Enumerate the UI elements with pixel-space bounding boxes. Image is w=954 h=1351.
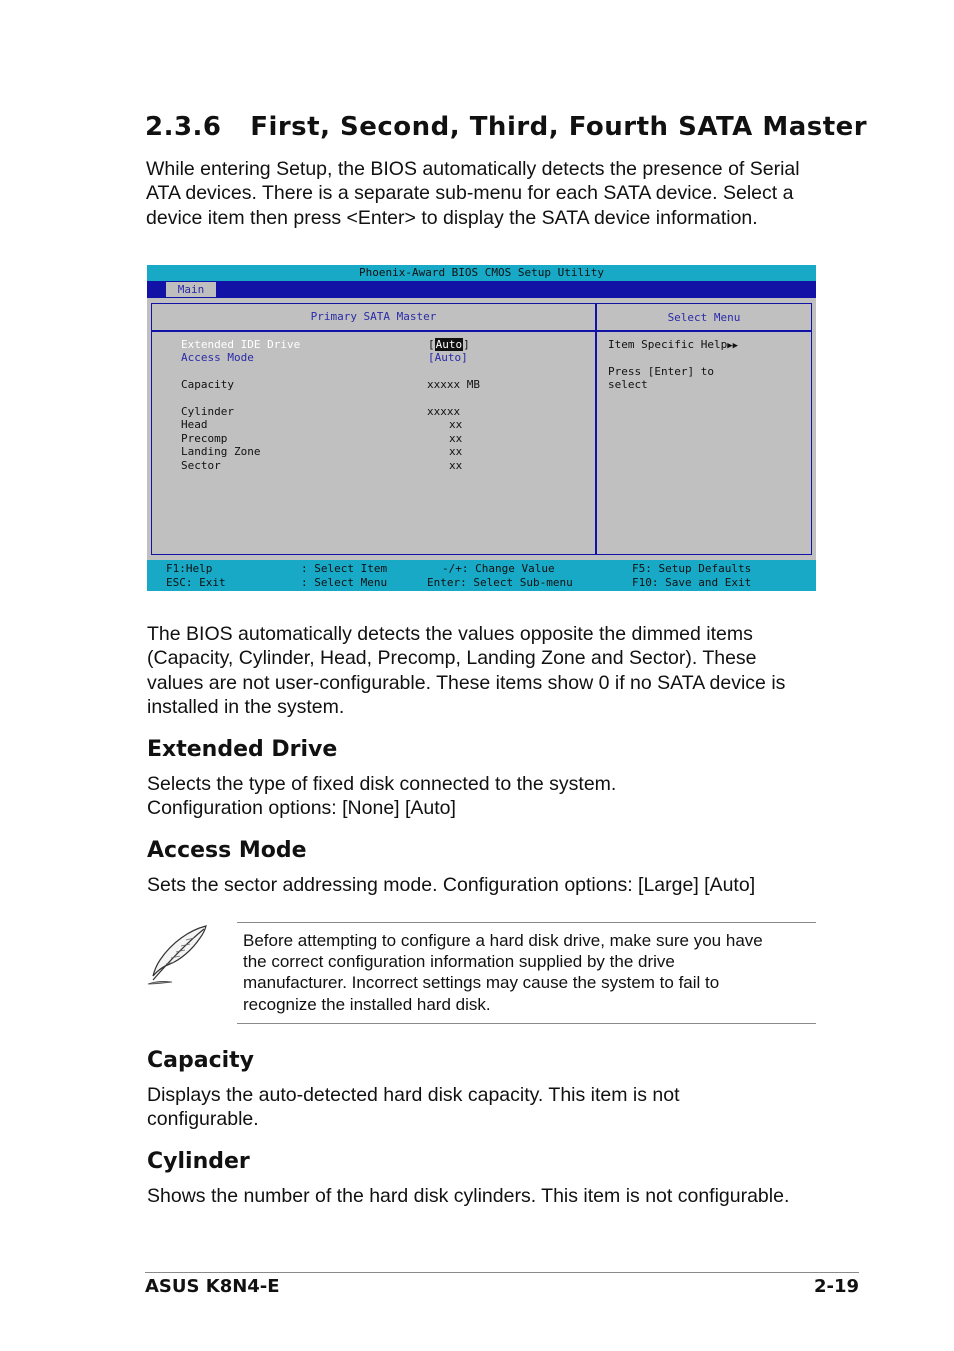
cylinder-text — [147, 1184, 789, 1208]
paragraph-line: The BIOS automatically detects the values opposite the dimmed items — [147, 623, 753, 645]
bios-item-head-value: xx — [449, 418, 463, 431]
bios-item-landing-zone-value: xx — [449, 445, 463, 458]
intro-line: ATA devices. There is a separate sub-menu for each SATA device. Select a — [146, 182, 794, 205]
bios-help-title — [608, 338, 738, 353]
bios-key-f5: F5: Setup Defaults — [632, 562, 752, 575]
footer-rule — [145, 1272, 859, 1273]
paragraph-line: (Capacity, Cylinder, Head, Precomp, Landing Zone and Sector). These — [147, 647, 757, 670]
bios-item-cylinder-value: xxxxx — [427, 405, 461, 418]
bios-item-sector-value: xx — [449, 459, 463, 472]
bios-item-head-label: Head — [181, 418, 208, 431]
bios-screen — [147, 265, 816, 591]
bios-help-title-text: Item Specific Help — [608, 338, 728, 351]
bios-tab-main[interactable]: Main — [166, 282, 216, 297]
bios-key-select-item: : Select Item — [301, 562, 388, 575]
bios-selected-value: Auto — [435, 338, 463, 351]
auto-detect-paragraph — [147, 622, 785, 719]
access-mode-heading: Access Mode — [147, 838, 307, 863]
note-line: recognize the installed hard disk. — [243, 994, 491, 1014]
paragraph-line: configurable. — [147, 1108, 259, 1131]
section-number: 2.3.6 — [145, 112, 222, 142]
extended-drive-text — [147, 772, 616, 821]
bios-item-access-mode-value[interactable]: [Auto] — [428, 351, 468, 364]
bios-footer — [147, 560, 816, 591]
section-title — [145, 112, 867, 142]
bios-key-f10: F10: Save and Exit — [632, 576, 752, 589]
bios-item-extended-ide-drive-label[interactable]: Extended IDE Drive — [181, 338, 301, 351]
bios-help-pane — [596, 331, 812, 555]
footer-page-number: 2-19 — [813, 1276, 859, 1297]
note-line: Before attempting to configure a hard disk drive, make sure you have — [243, 931, 763, 950]
bios-item-precomp-value: xx — [449, 432, 463, 445]
paragraph-line: Displays the auto-detected hard disk capacity. This item is not — [147, 1084, 680, 1106]
paragraph-line: Configuration options: [None] [Auto] — [147, 797, 456, 820]
bios-item-cylinder-label: Cylinder — [181, 405, 234, 418]
note-line: manufacturer. Incorrect settings may cause the system to fail to — [243, 973, 720, 993]
paragraph-line: Sets the sector addressing mode. Configuration options: [Large] [Auto] — [147, 874, 756, 896]
bios-item-landing-zone-label: Landing Zone — [181, 445, 261, 458]
bios-item-capacity-value: xxxxx MB — [427, 378, 480, 391]
section-title-text: First, Second, Third, Fourth SATA Master — [250, 112, 868, 142]
bios-help-line: select — [608, 378, 648, 391]
bios-key-esc: ESC: Exit — [166, 576, 226, 589]
bios-item-extended-ide-drive-value[interactable]: [Auto] — [428, 338, 470, 351]
bios-right-header: Select Menu — [667, 311, 741, 324]
bios-left-header: Primary SATA Master — [310, 310, 437, 323]
intro-paragraph — [146, 157, 800, 230]
paragraph-line: installed in the system. — [147, 695, 345, 718]
cylinder-heading: Cylinder — [147, 1149, 250, 1174]
note-top-rule — [237, 922, 816, 923]
double-arrow-icon: ▶▶ — [727, 341, 739, 351]
footer-product: ASUS K8N4-E — [145, 1276, 280, 1297]
bios-key-enter: Enter: Select Sub-menu — [427, 576, 573, 589]
bios-item-access-mode-label[interactable]: Access Mode — [181, 351, 254, 364]
bios-title: Phoenix-Award BIOS CMOS Setup Utility — [147, 265, 816, 281]
bios-left-header-pane — [151, 303, 596, 331]
bios-key-select-menu: : Select Menu — [301, 576, 388, 589]
bios-item-precomp-label: Precomp — [181, 432, 228, 445]
bios-menubar — [147, 281, 816, 298]
bios-key-change-value: -/+: Change Value — [442, 562, 555, 575]
bios-body — [147, 298, 816, 560]
extended-drive-heading: Extended Drive — [147, 737, 338, 762]
bios-right-header-pane — [596, 303, 812, 331]
note-text — [243, 930, 763, 1015]
intro-line: While entering Setup, the BIOS automatically detects the presence of Serial — [146, 158, 800, 180]
feather-icon — [146, 924, 210, 986]
paragraph-line: values are not user-configurable. These items show 0 if no SATA device is — [147, 671, 786, 694]
bios-item-sector-label: Sector — [181, 459, 221, 472]
intro-line: device item then press <Enter> to display the SATA device information. — [146, 206, 758, 229]
paragraph-line: Selects the type of fixed disk connected to the system. — [147, 773, 617, 795]
note-bottom-rule — [237, 1023, 816, 1024]
bios-help-line: Press [Enter] to — [608, 365, 714, 378]
capacity-text — [147, 1083, 680, 1132]
paragraph-line: Shows the number of the hard disk cylinders. This item is not configurable. — [147, 1185, 790, 1207]
bios-item-capacity-label: Capacity — [181, 378, 234, 391]
bios-key-f1: F1:Help — [166, 562, 213, 575]
bios-settings-pane — [151, 331, 596, 555]
capacity-heading: Capacity — [147, 1048, 255, 1073]
access-mode-text — [147, 873, 755, 897]
note-line: the correct configuration information supplied by the drive — [243, 952, 675, 972]
